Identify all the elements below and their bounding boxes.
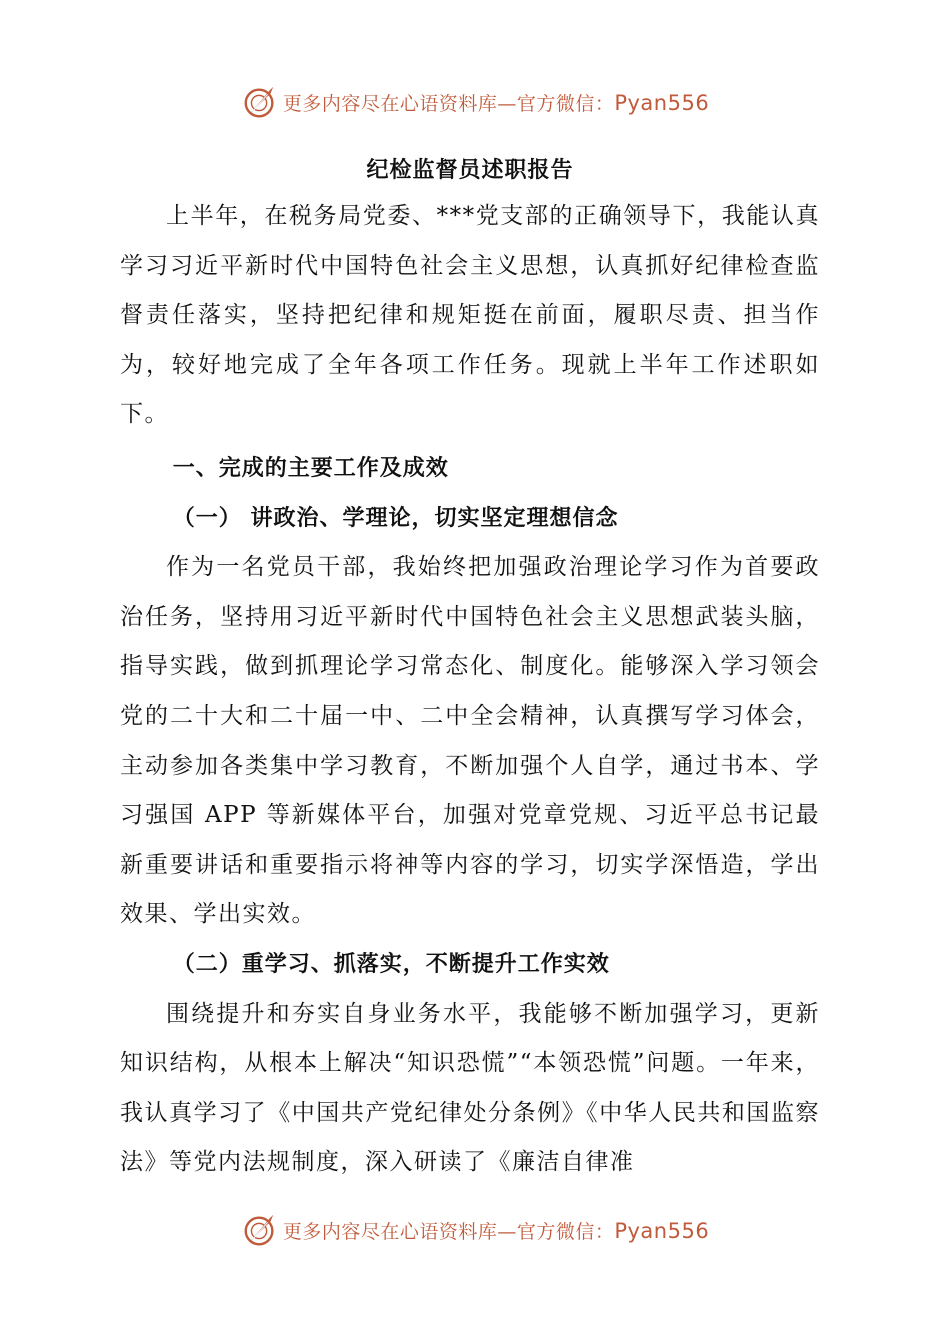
subsection-body-1: 作为一名党员干部，我始终把加强政治理论学习作为首要政治任务，坚持用习近平新时代中国特色社会主义思想武装头脑，指导实践，做到抓理论学习常态化、制度化。能够深入学习领会党的二十大和二十届一中、二中全会精神，认真撰写学习体会，主动参加各类集中学习教育，不断加强个人自学，通过书本、学习强国 APP 等新媒体平台，加强对党章党规、习近平总书记最新重要讲话和重要指示将神等内容的学习，切实学深悟造，学出效果、学出实效。	[120, 554, 820, 928]
quill-seal-icon	[241, 83, 279, 121]
watermark-handle: Pyan556	[614, 90, 710, 115]
subsection-body-2: 围绕提升和夯实自身业务水平，我能够不断加强学习，更新知识结构，从根本上解决“知识恐慌”“本领恐慌”问题。一年来，我认真学习了《中国共产党纪律处分条例》《中华人民共和国监察法》等党内法规制度，深入研读了《廉洁自律准	[120, 1000, 820, 1176]
watermark-text: 更多内容尽在心语资料库—官方微信：Pyan556	[282, 1218, 710, 1243]
quill-seal-icon	[241, 1211, 279, 1249]
watermark-banner-bottom	[0, 1210, 950, 1250]
intro-paragraph: 上半年，在税务局党委、***党支部的正确领导下，我能认真学习习近平新时代中国特色社会主义思想，认真抓好纪律检查监督责任落实，坚持把纪律和规矩挺在前面，履职尽责、担当作为，较好地完成了全年各项工作任务。现就上半年工作述职如下。	[120, 203, 820, 428]
page-title: 纪检监督员述职报告	[366, 158, 574, 183]
watermark-handle: Pyan556	[614, 1218, 710, 1243]
watermark-banner-top	[0, 82, 950, 122]
document-body	[120, 150, 820, 1188]
subsection-heading-2: （二）重学习、抓落实，不断提升工作实效	[172, 951, 610, 977]
section-heading-1: 一、完成的主要工作及成效	[172, 455, 449, 481]
subsection-heading-1: （一） 讲政治、学理论，切实坚定理想信念	[172, 505, 619, 531]
watermark-text: 更多内容尽在心语资料库—官方微信：Pyan556	[282, 90, 710, 115]
